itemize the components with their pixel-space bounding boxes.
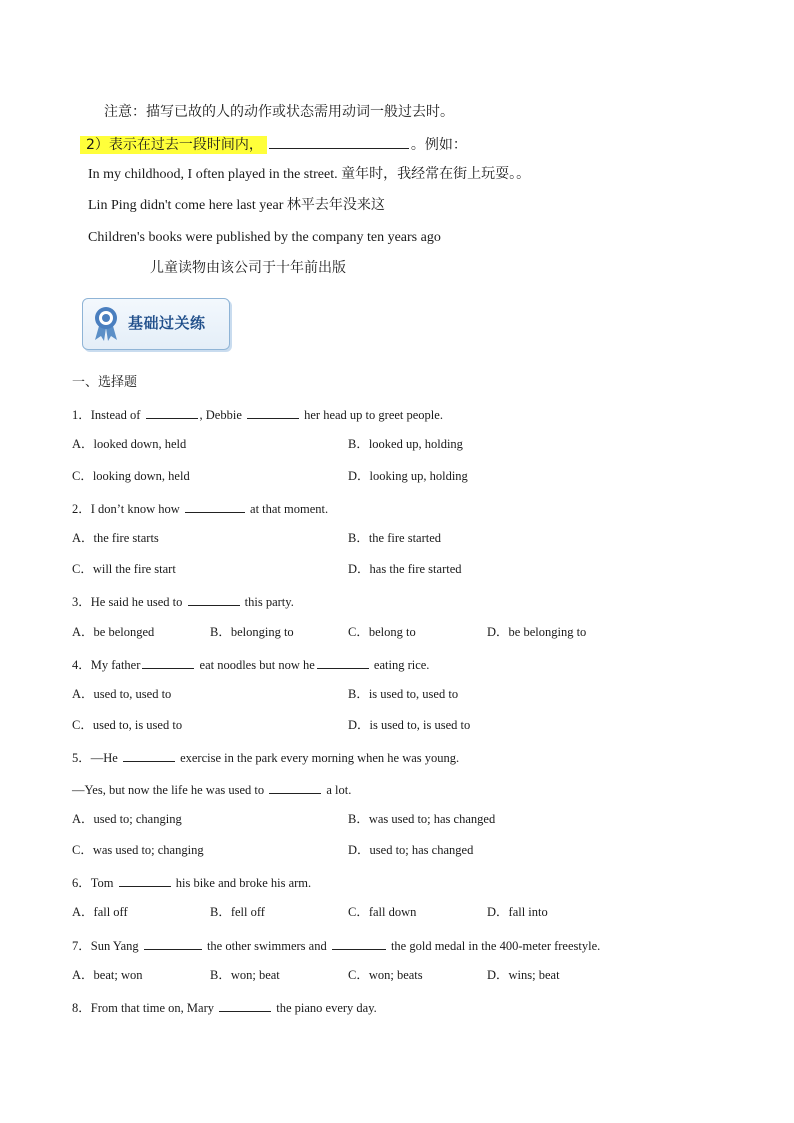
q6-text-a: 6．Tom bbox=[72, 876, 117, 890]
blank bbox=[269, 135, 409, 149]
question-4 bbox=[72, 655, 429, 673]
q1-text-c: her head up to greet people. bbox=[301, 408, 443, 422]
q5-reply-b: a lot. bbox=[323, 783, 352, 797]
question-2 bbox=[72, 499, 328, 517]
q4-option-d[interactable]: D．is used to, is used to bbox=[348, 718, 471, 732]
q7-option-a[interactable]: A．beat; won bbox=[72, 968, 143, 982]
q5-option-c[interactable]: C．was used to; changing bbox=[72, 843, 204, 857]
q4-text-c: eating rice. bbox=[370, 658, 430, 672]
blank bbox=[269, 780, 321, 794]
q6-option-b[interactable]: B．fell off bbox=[210, 905, 265, 919]
blank bbox=[185, 499, 245, 513]
q6-option-c[interactable]: C．fall down bbox=[348, 905, 417, 919]
example-2: Lin Ping didn't come here last year 林平去年没来这 bbox=[88, 198, 385, 213]
q8-text-a: 8．From that time on, Mary bbox=[72, 1001, 218, 1015]
blank bbox=[144, 936, 202, 950]
section-banner bbox=[82, 298, 230, 350]
q4-option-b[interactable]: B．is used to, used to bbox=[348, 687, 459, 701]
q7-text-c: the gold medal in the 400-meter freestyle. bbox=[387, 939, 601, 953]
q1-text-b: , Debbie bbox=[199, 408, 245, 422]
q7-option-d[interactable]: D．wins; beat bbox=[487, 968, 560, 982]
q5-option-a[interactable]: A．used to; changing bbox=[72, 812, 182, 826]
q2-text-b: at that moment. bbox=[246, 502, 329, 516]
blank bbox=[317, 655, 369, 669]
q7-text-b: the other swimmers and bbox=[203, 939, 330, 953]
q6-option-d[interactable]: D．fall into bbox=[487, 905, 548, 919]
q5-reply-a: —Yes, but now the life he was used to bbox=[72, 783, 268, 797]
q2-option-a[interactable]: A．the fire starts bbox=[72, 531, 159, 545]
q7-text-a: 7．Sun Yang bbox=[72, 939, 142, 953]
q6-option-a[interactable]: A．fall off bbox=[72, 905, 128, 919]
q1-text-a: 1．Instead of bbox=[72, 408, 144, 422]
q3-option-d[interactable]: D．be belonging to bbox=[487, 625, 587, 639]
q7-option-c[interactable]: C．won; beats bbox=[348, 968, 423, 982]
q3-option-b[interactable]: B．belonging to bbox=[210, 625, 294, 639]
q4-option-c[interactable]: C．used to, is used to bbox=[72, 718, 183, 732]
q8-text-b: the piano every day. bbox=[273, 1001, 377, 1015]
q2-option-c[interactable]: C．will the fire start bbox=[72, 562, 176, 576]
blank bbox=[119, 873, 171, 887]
blank bbox=[219, 998, 271, 1012]
banner-title: 基础过关练 bbox=[128, 314, 206, 332]
q5-text-b: exercise in the park every morning when he was young. bbox=[176, 751, 460, 765]
q4-text-a: 4．My father bbox=[72, 658, 141, 672]
q5-option-b[interactable]: B．was used to; has changed bbox=[348, 812, 496, 826]
blank bbox=[332, 936, 386, 950]
question-1 bbox=[72, 405, 443, 423]
blank bbox=[146, 405, 198, 419]
blank bbox=[123, 748, 175, 762]
blank bbox=[142, 655, 194, 669]
q3-option-a[interactable]: A．be belonged bbox=[72, 625, 155, 639]
example-3-translation: 儿童读物由该公司于十年前出版 bbox=[150, 260, 346, 276]
blank bbox=[247, 405, 299, 419]
example-1: In my childhood, I often played in the street. 童年时，我经常在街上玩耍。。 bbox=[88, 167, 531, 182]
q5-option-d[interactable]: D．used to; has changed bbox=[348, 843, 474, 857]
q1-option-d[interactable]: D．looking up, holding bbox=[348, 469, 468, 483]
question-6 bbox=[72, 873, 311, 891]
q2-option-d[interactable]: D．has the fire started bbox=[348, 562, 462, 576]
q7-option-b[interactable]: B．won; beat bbox=[210, 968, 280, 982]
question-8 bbox=[72, 998, 377, 1016]
blank bbox=[188, 592, 240, 606]
question-3 bbox=[72, 592, 294, 610]
point-2-line bbox=[80, 135, 467, 154]
q2-text-a: 2．I don’t know how bbox=[72, 502, 183, 516]
question-7 bbox=[72, 936, 600, 954]
q1-option-a[interactable]: A．looked down, held bbox=[72, 437, 187, 451]
q4-option-a[interactable]: A．used to, used to bbox=[72, 687, 172, 701]
q1-option-b[interactable]: B．looked up, holding bbox=[348, 437, 463, 451]
q5-text-a: 5．—He bbox=[72, 751, 121, 765]
grammar-note: 注意：描写已故的人的动作或状态需用动词一般过去时。 bbox=[104, 104, 454, 120]
q1-option-c[interactable]: C．looking down, held bbox=[72, 469, 190, 483]
point-2-tail: 。例如： bbox=[410, 137, 467, 153]
question-5 bbox=[72, 748, 459, 766]
example-3: Children's books were published by the company ten years ago bbox=[88, 230, 441, 245]
point-2-highlight: 2）表示在过去一段时间内， bbox=[80, 136, 267, 154]
question-5-reply bbox=[72, 780, 351, 798]
q3-text-a: 3．He said he used to bbox=[72, 595, 186, 609]
q4-text-b: eat noodles but now he bbox=[196, 658, 315, 672]
q6-text-b: his bike and broke his arm. bbox=[172, 876, 312, 890]
q3-option-c[interactable]: C．belong to bbox=[348, 625, 416, 639]
section-title: 一、选择题 bbox=[72, 375, 138, 390]
q3-text-b: this party. bbox=[241, 595, 294, 609]
ribbon-badge-icon bbox=[90, 304, 122, 342]
q2-option-b[interactable]: B．the fire started bbox=[348, 531, 442, 545]
